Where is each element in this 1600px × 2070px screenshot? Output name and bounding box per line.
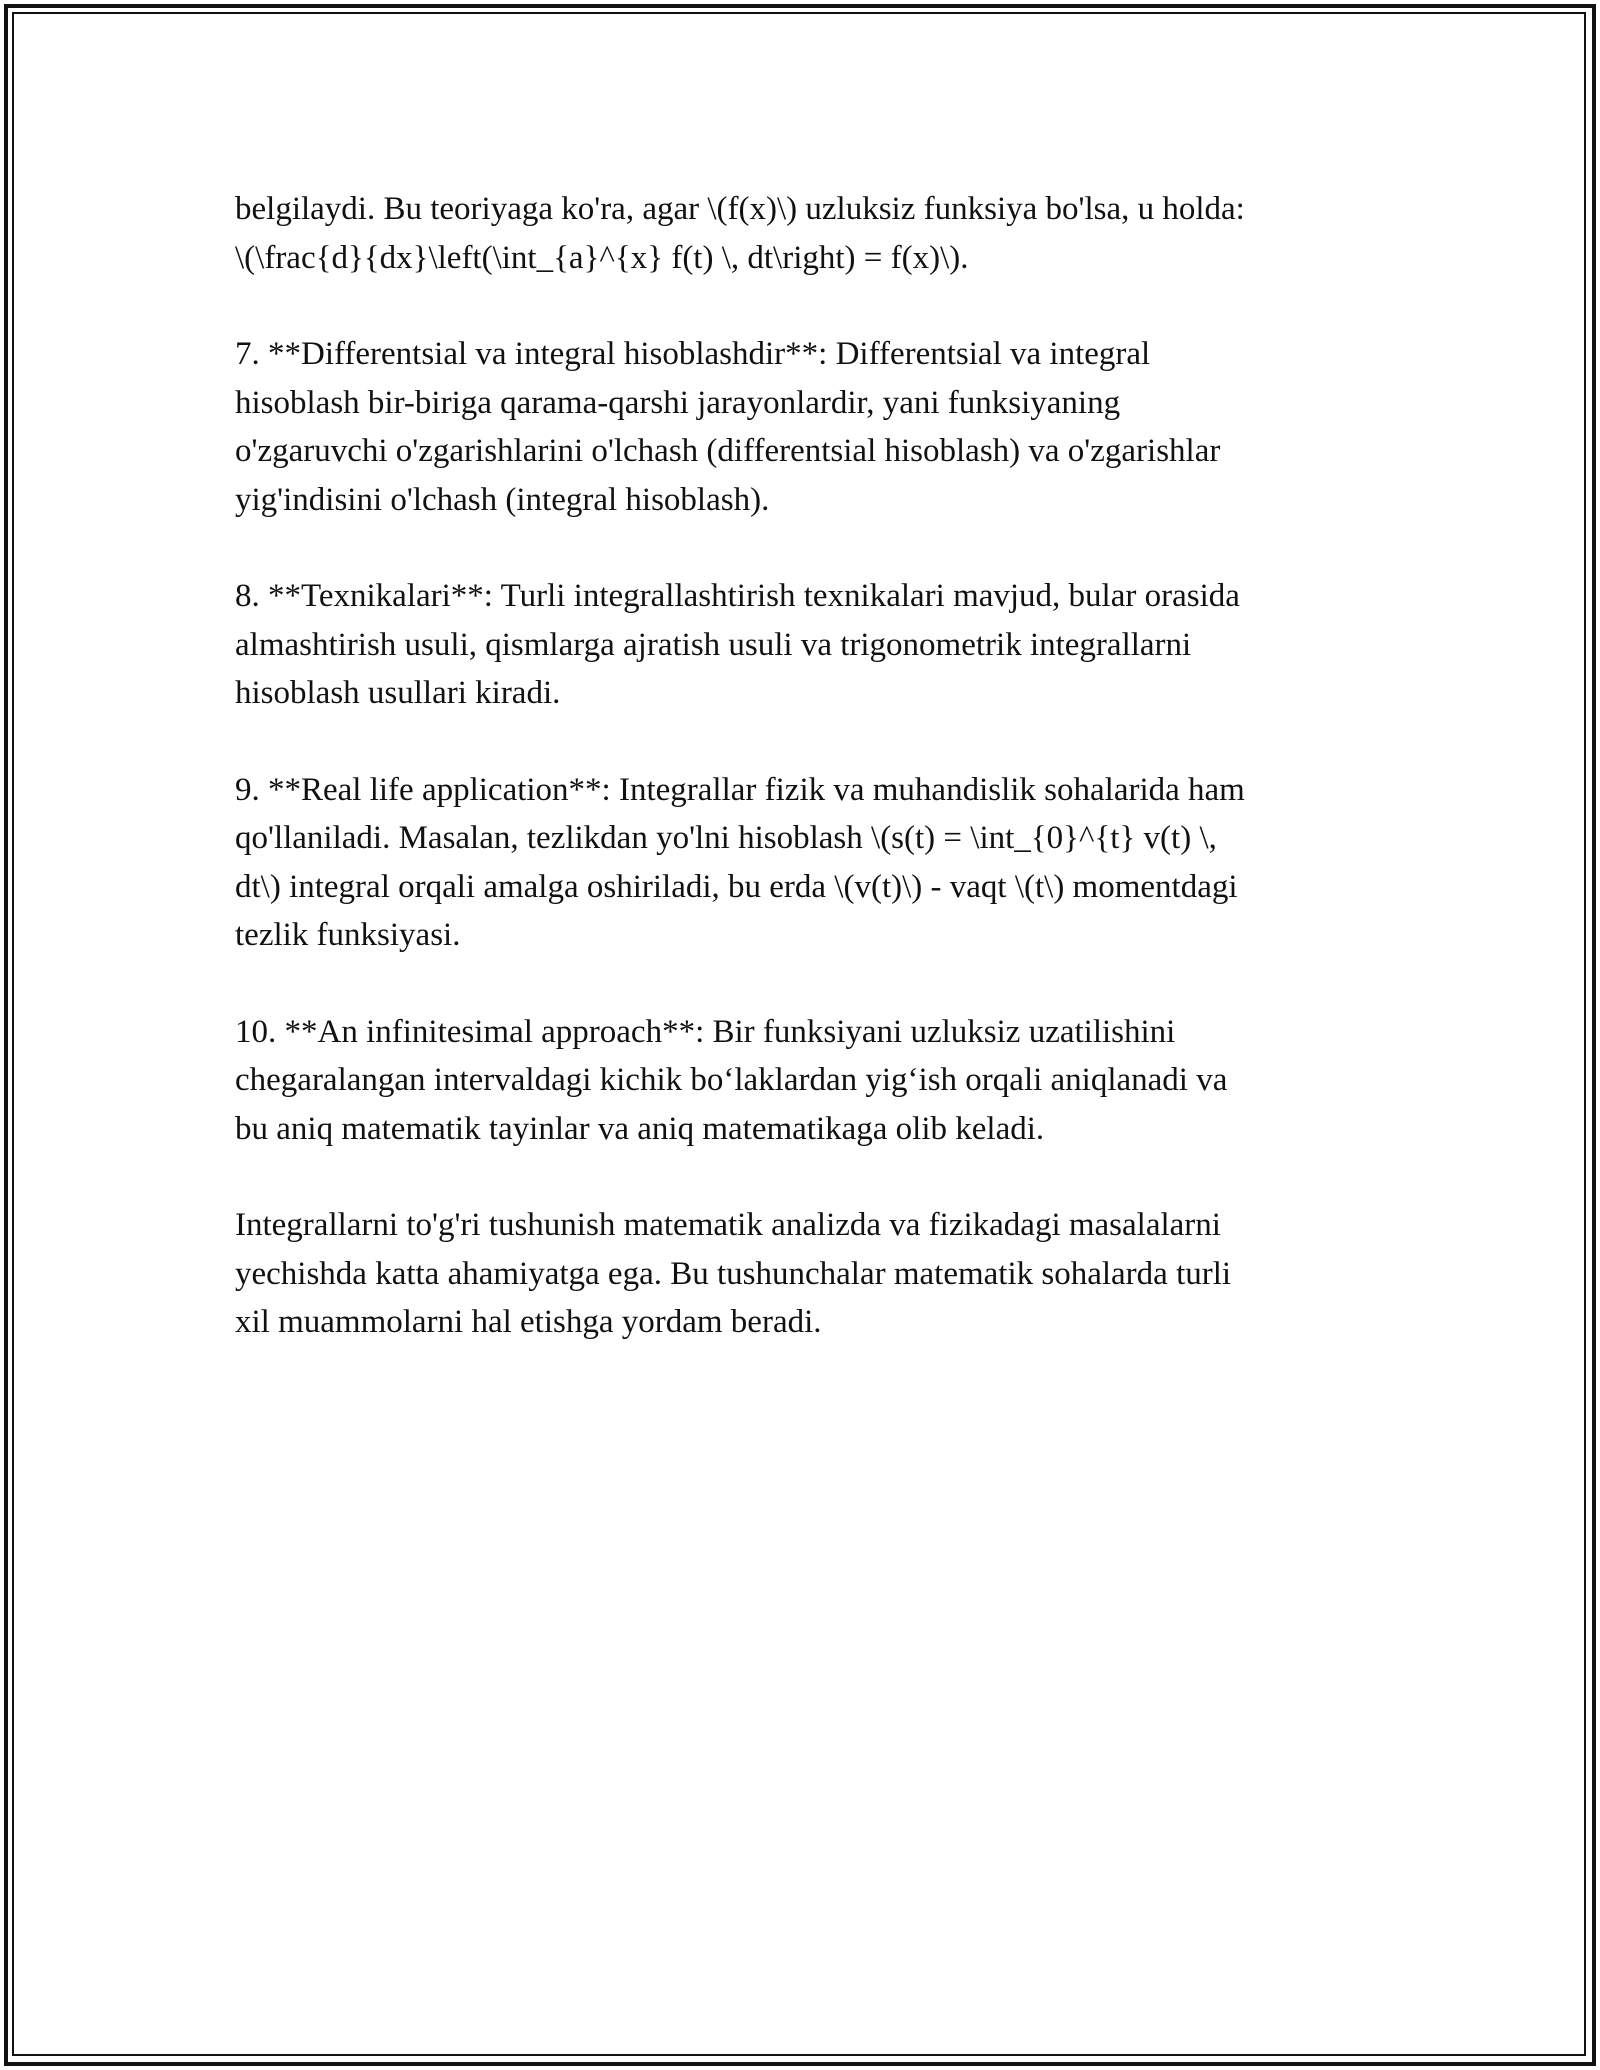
paragraph-item-8	[235, 572, 1375, 718]
text-line: hisoblash usullari kiradi.	[235, 675, 561, 711]
text-line: 7. **Differentsial va integral hisoblashdir**: Differentsial va integral	[235, 336, 1151, 372]
paragraph-item-7	[235, 330, 1375, 524]
text-line: tezlik funksiyasi.	[235, 917, 461, 953]
text-line: hisoblash bir-biriga qarama-qarshi jarayonlardir, yani funksiyaning	[235, 384, 1121, 421]
text-line: xil muammolarni hal etishga yordam beradi.	[235, 1304, 822, 1340]
text-line: belgilaydi. Bu teoriyaga ko'ra, agar \(f(x)\) uzluksiz funksiya bo'lsa, u holda:	[235, 191, 1245, 227]
text-line: Integrallarni to'g'ri tushunish matematik analizda va fizikadagi masalalarni	[235, 1207, 1221, 1243]
paragraph-conclusion	[235, 1201, 1375, 1347]
paragraph-theorem-continuation	[235, 185, 1375, 282]
text-line: bu aniq matematik tayinlar va aniq matematikaga olib keladi.	[235, 1110, 1045, 1147]
paragraph-item-10	[235, 1008, 1375, 1154]
text-line: yig'indisini o'lchash (integral hisoblash).	[235, 481, 770, 518]
document-body	[235, 185, 1375, 1395]
text-line: yechishda katta ahamiyatga ega. Bu tushunchalar matematik sohalarda turli	[235, 1255, 1232, 1292]
text-line: 10. **An infinitesimal approach**: Bir funksiyani uzluksiz uzatilishini	[235, 1013, 1176, 1050]
text-line: \(\frac{d}{dx}\left(\int_{a}^{x} f(t) \, dt\right) = f(x)\).	[235, 239, 969, 276]
text-line: chegaralangan intervaldagi kichik bo‘laklardan yig‘ish orqali aniqlanadi va	[235, 1062, 1228, 1098]
paragraph-item-9	[235, 766, 1375, 960]
text-line: 9. **Real life application**: Integrallar fizik va muhandislik sohalarida ham	[235, 771, 1245, 808]
text-line: 8. **Texnikalari**: Turli integrallashtirish texnikalari mavjud, bular orasida	[235, 578, 1240, 614]
text-line: qo'llaniladi. Masalan, tezlikdan yo'lni hisoblash \(s(t) = \int_{0}^{t} v(t) \,	[235, 820, 1217, 856]
text-line: almashtirish usuli, qismlarga ajratish usuli va trigonometrik integrallarni	[235, 626, 1192, 663]
text-line: dt\) integral orqali amalga oshiriladi, bu erda \(v(t)\) - vaqt \(t\) momentdagi	[235, 868, 1238, 905]
text-line: o'zgaruvchi o'zgarishlarini o'lchash (differentsial hisoblash) va o'zgarishlar	[235, 433, 1221, 469]
